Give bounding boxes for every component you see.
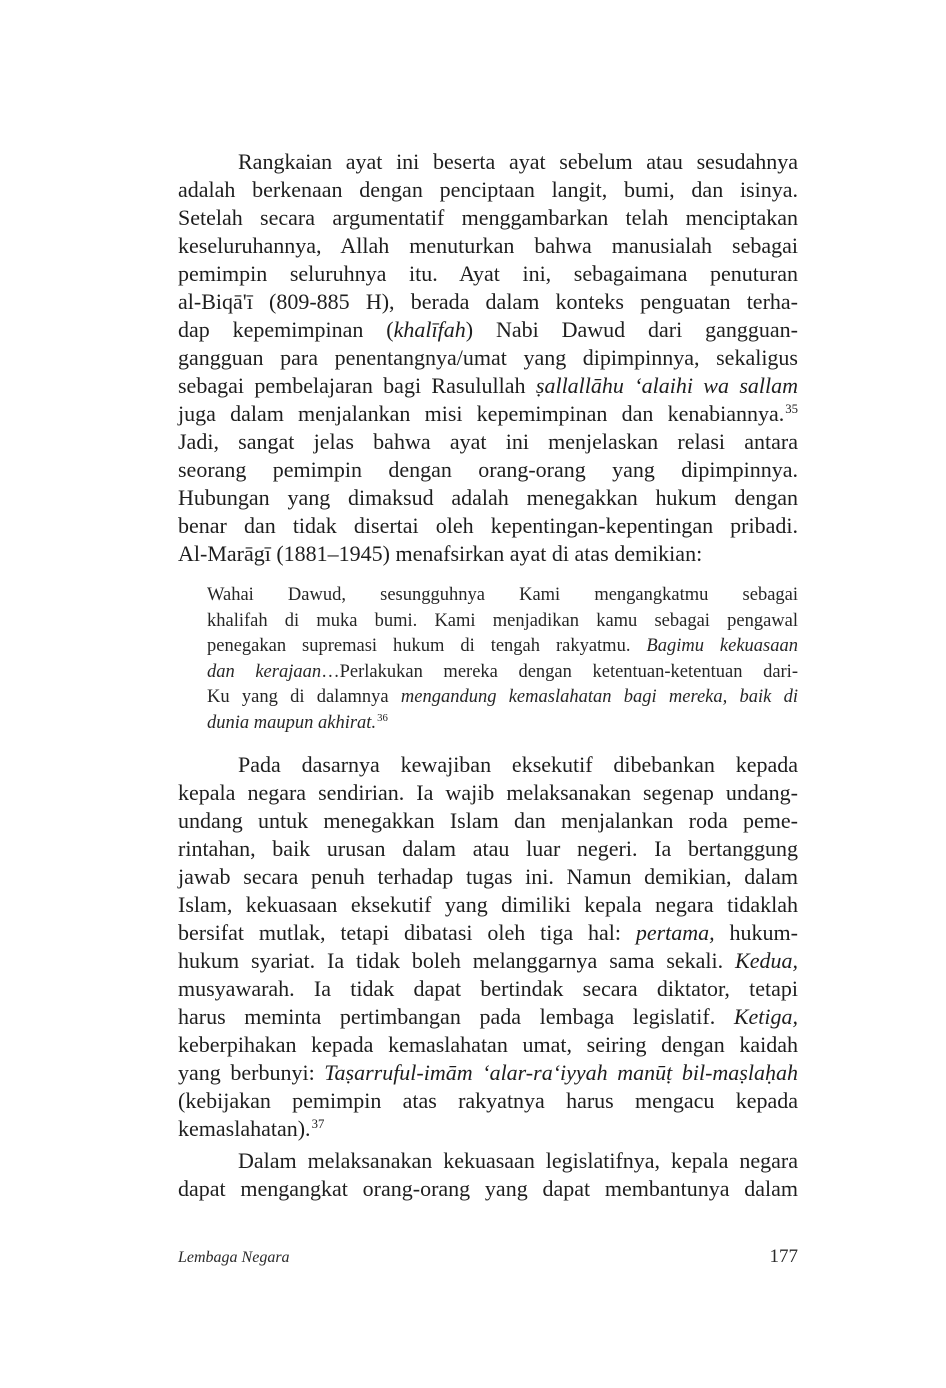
text-run: khalifah di muka bumi. Kami menjadikan kamu sebagai pengawal	[207, 610, 798, 631]
text-line	[178, 919, 798, 947]
text-line	[178, 1087, 798, 1115]
text-line	[207, 711, 798, 737]
running-title: Lembaga Negara	[178, 1249, 290, 1266]
text-line	[178, 484, 798, 512]
text-run: undang untuk menegakkan Islam dan menjalankan roda peme-	[178, 808, 798, 833]
text-line	[178, 176, 798, 204]
text-run: harus meminta pertimbangan pada lembaga legislatif.	[178, 1004, 734, 1029]
text-run: Hubungan yang dimaksud adalah menegakkan hukum dengan	[178, 485, 798, 510]
text-line	[178, 863, 798, 891]
footnote-reference: 35	[785, 402, 798, 417]
text-line	[207, 634, 798, 660]
text-run: jawab secara penuh terhadap tugas ini. Namun demikian, dalam	[178, 864, 798, 889]
text-line	[207, 583, 798, 609]
text-run: Ku yang di dalamnya	[207, 687, 401, 708]
text-run: musyawarah. Ia tidak dapat bertindak secara diktator, tetapi	[178, 976, 798, 1001]
text-run: Rangkaian ayat ini beserta ayat sebelum atau sesudahnya	[238, 149, 798, 174]
text-line	[178, 232, 798, 260]
text-run: adalah berkenaan dengan penciptaan langit, bumi, dan isinya.	[178, 177, 798, 202]
text-line	[178, 1115, 798, 1143]
text-run: kepala negara sendirian. Ia wajib melaksanakan segenap undang-	[178, 780, 798, 805]
italic-text: Bagimu kekuasaan	[646, 636, 798, 657]
text-line	[178, 512, 798, 540]
italic-text: ṣallallāhu ‘alaihi wa sallam	[535, 373, 798, 398]
text-line	[178, 1175, 798, 1203]
page-number: 177	[769, 1246, 798, 1267]
text-line	[207, 685, 798, 711]
text-run: Wahai Dawud, sesungguhnya Kami mengangkatmu sebagai	[207, 585, 798, 605]
text-line	[178, 372, 798, 400]
text-line	[207, 660, 798, 686]
italic-text: Taṣarruful-imām ‘alar-ra‘iyyah manūṭ bil-maṣlaḥah	[324, 1060, 798, 1085]
text-run: dap kepemimpinan (	[178, 317, 394, 342]
text-line	[178, 316, 798, 344]
text-run: keberpihakan kepada kemaslahatan umat, seiring dengan kaidah	[178, 1032, 798, 1057]
text-run: kemaslahatan).	[178, 1116, 311, 1141]
text-run: Dalam melaksanakan kekuasaan legislatifnya, kepala negara	[238, 1148, 798, 1173]
text-run: (kebijakan pemimpin atas rakyatnya harus mengacu kepada	[178, 1088, 798, 1113]
text-run: ) Nabi Dawud dari gangguan-	[465, 317, 798, 342]
text-run: benar dan tidak disertai oleh kepentingan-kepentingan pribadi.	[178, 513, 798, 538]
text-line	[178, 947, 798, 975]
text-line	[178, 260, 798, 288]
text-run: juga dalam menjalankan misi kepemimpinan dan kenabiannya.	[178, 401, 785, 426]
text-line	[178, 344, 798, 372]
italic-text: Kedua,	[735, 948, 798, 973]
text-line	[178, 1147, 798, 1175]
paragraph	[178, 1147, 798, 1203]
text-run: Al-Marāgī (1881–1945) menafsirkan ayat di atas demikian:	[178, 541, 703, 566]
text-line	[178, 1031, 798, 1059]
text-line	[207, 609, 798, 635]
text-run: al-Biqā'ī (809-885 H), berada dalam konteks penguatan terha-	[178, 289, 798, 314]
text-run: Islam, kekuasaan eksekutif yang dimiliki kepala negara tidaklah	[178, 892, 798, 917]
text-line	[178, 891, 798, 919]
text-line	[178, 975, 798, 1003]
italic-text: dunia maupun akhirat.	[207, 712, 377, 733]
text-run: gangguan para penentangnya/umat yang dipimpinnya, sekaligus	[178, 345, 798, 370]
italic-text: mengandung kemaslahatan bagi mereka, baik di	[400, 687, 798, 708]
text-run: Pada dasarnya kewajiban eksekutif dibebankan kepada	[238, 752, 798, 777]
text-run: yang berbunyi:	[178, 1060, 325, 1085]
text-run: dapat mengangkat orang-orang yang dapat membantunya dalam	[178, 1176, 798, 1201]
text-run: bersifat mutlak, tetapi dibatasi oleh tiga hal:	[178, 920, 636, 945]
text-run: hukum syariat. Ia tidak boleh melanggarnya sama sekali.	[178, 948, 736, 973]
text-line	[178, 400, 798, 428]
italic-text: dan kerajaan	[207, 661, 322, 682]
paragraph	[178, 751, 798, 1143]
italic-text: khalīfah	[393, 317, 466, 342]
text-line	[178, 456, 798, 484]
footnote-reference: 37	[311, 1117, 325, 1132]
text-line	[178, 540, 798, 568]
text-line	[178, 204, 798, 232]
italic-text: pertama,	[635, 920, 715, 945]
text-line	[178, 751, 798, 779]
text-line	[178, 428, 798, 456]
text-run: sebagai pembelajaran bagi Rasulullah	[178, 373, 536, 398]
text-line	[178, 1003, 798, 1031]
text-run: seorang pemimpin dengan orang-orang yang dipimpinnya.	[178, 457, 798, 482]
text-line	[178, 835, 798, 863]
text-run: Setelah secara argumentatif menggambarkan telah menciptakan	[178, 205, 798, 230]
text-line	[178, 779, 798, 807]
block-quote	[207, 583, 798, 737]
italic-text: Ketiga,	[733, 1004, 798, 1029]
text-run: rintahan, baik urusan dalam atau luar negeri. Ia bertanggung	[178, 836, 798, 861]
text-run: Jadi, sangat jelas bahwa ayat ini menjelaskan relasi antara	[178, 429, 798, 454]
text-line	[178, 148, 798, 176]
text-run: keseluruhannya, Allah menuturkan bahwa manusialah sebagai	[178, 233, 798, 258]
text-line	[178, 288, 798, 316]
text-line	[178, 1059, 798, 1087]
footnote-reference: 36	[377, 712, 388, 725]
text-run: pemimpin seluruhnya itu. Ayat ini, sebagaimana penuturan	[178, 261, 798, 286]
text-run: …Perlakukan mereka dengan ketentuan-ketentuan dari-	[321, 661, 798, 682]
text-line	[178, 807, 798, 835]
paragraph	[178, 148, 798, 568]
text-run: hukum-	[714, 920, 798, 945]
text-run: penegakan supremasi hukum di tengah rakyatmu.	[207, 636, 647, 657]
